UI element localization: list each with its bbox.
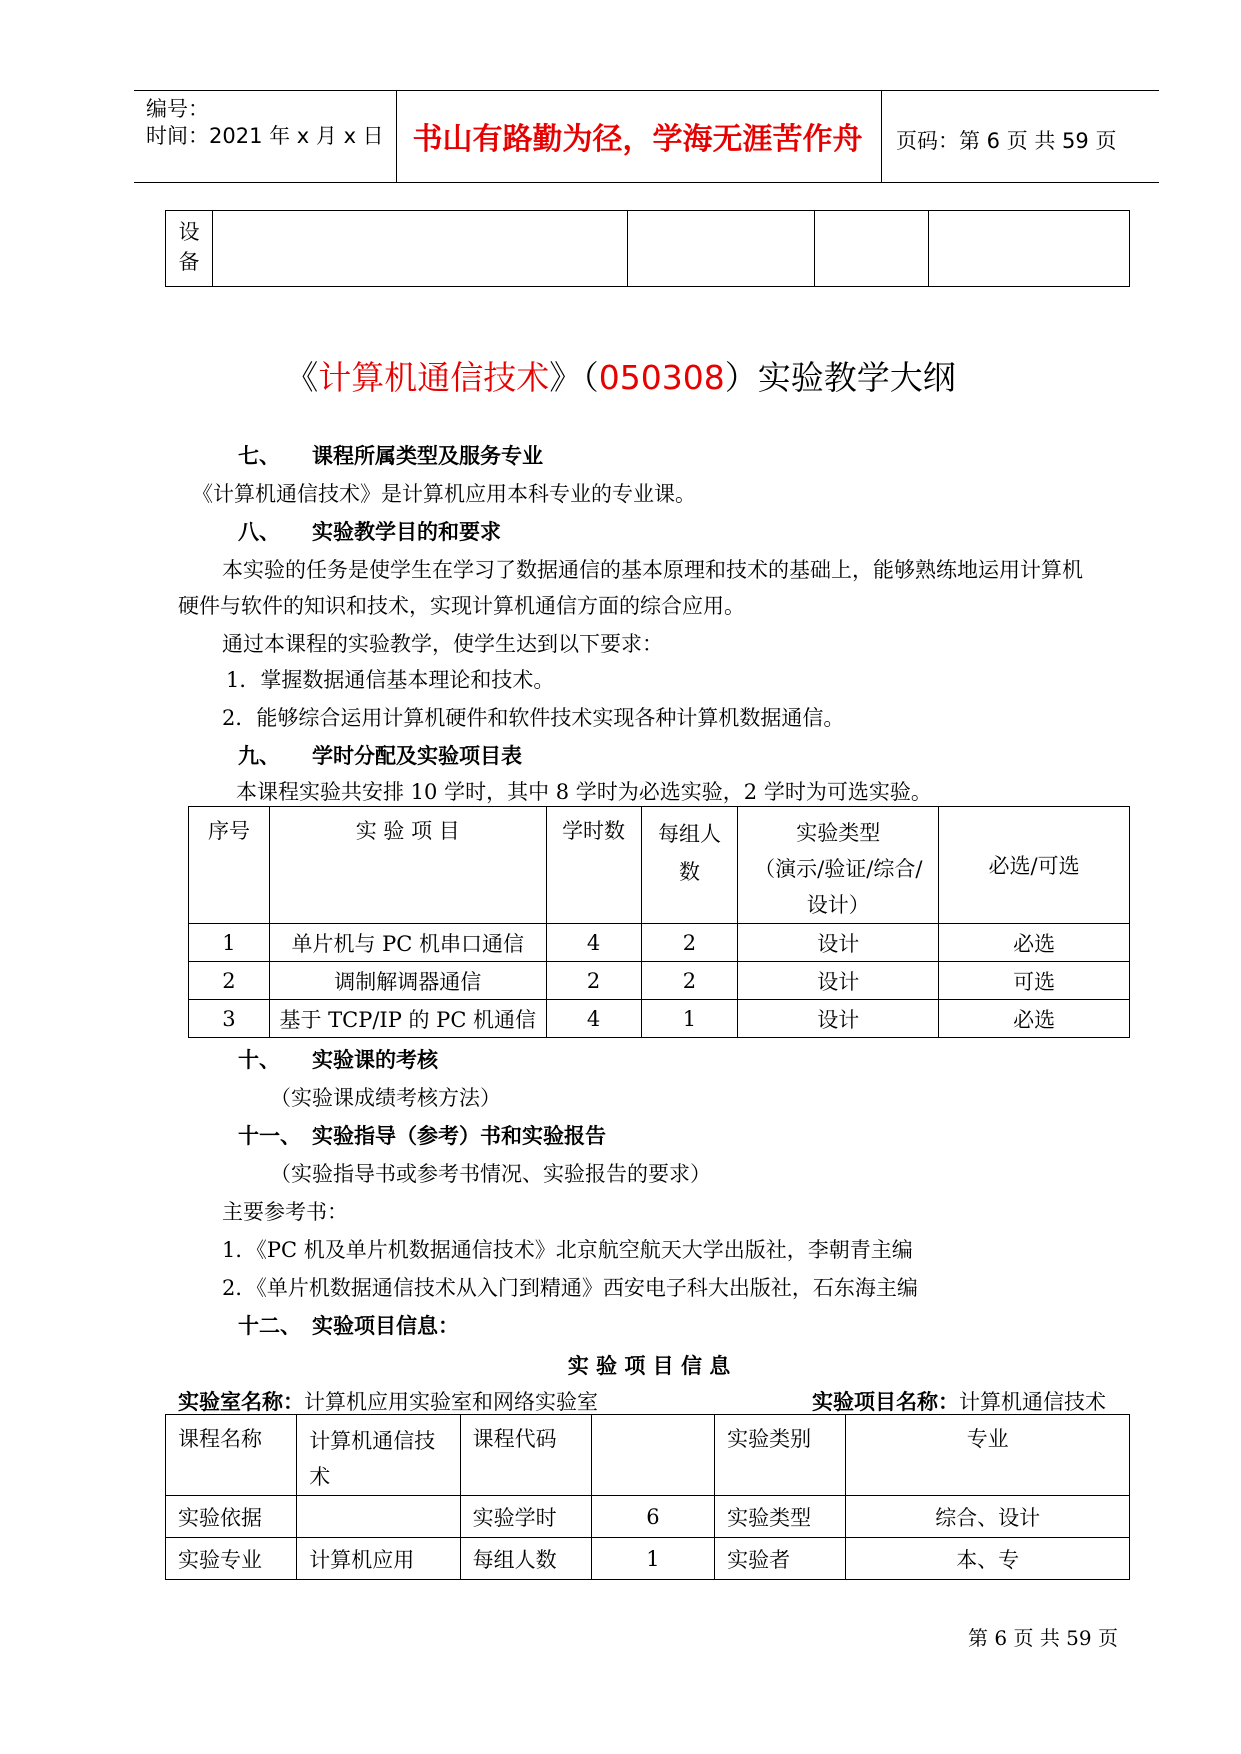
course-name-value-line-2: 术: [309, 1465, 331, 1489]
table-row: [189, 1000, 1130, 1038]
header-group: [641, 807, 738, 924]
title-course-name: 计算机通信技术: [318, 358, 550, 397]
section-number: 十一、: [238, 1124, 301, 1148]
section-9-text: 本课程实验共安排 10 学时，其中 8 学时为必选实验，2 学时为可选实验。: [236, 780, 932, 804]
equipment-cell: [213, 211, 628, 287]
project-name-line: [812, 1386, 1106, 1416]
equipment-label-cell: [166, 211, 213, 287]
section-number: 八、: [238, 520, 280, 544]
cell-item: 调制解调器通信: [269, 962, 546, 1000]
title-course-code: 050308: [598, 358, 725, 397]
cell-item: 基于 TCP/IP 的 PC 机通信: [269, 1000, 546, 1038]
type-value: 综合、设计: [846, 1496, 1130, 1538]
project-name-value: 计算机通信技术: [959, 1390, 1106, 1414]
reference-1: 1．《PC 机及单片机数据通信技术》北京航空航天大学出版社，李朝青主编: [222, 1238, 913, 1262]
section-title: 实验教学目的和要求: [312, 520, 501, 544]
cell-required: 必选: [939, 1000, 1130, 1038]
header-item: 实 验 项 目: [269, 807, 546, 924]
section-8-paragraph-1b: 硬件与软件的知识和技术，实现计算机通信方面的综合应用。: [178, 594, 745, 618]
cell-group: 2: [641, 962, 738, 1000]
lab-name-value: 计算机应用实验室和网络实验室: [304, 1390, 598, 1414]
equipment-cell: [929, 211, 1130, 287]
section-heading-12: [238, 1310, 459, 1340]
course-name-value: [297, 1415, 460, 1496]
header-divider-right: [881, 90, 882, 182]
info-heading: 实 验 项 目 信 息: [567, 1354, 731, 1378]
person-label: 实验者: [715, 1538, 846, 1580]
course-name-value-line-1: 计算机通信技: [309, 1429, 436, 1453]
lab-name-label: 实验室名称：: [178, 1390, 304, 1414]
lab-category-value: 专业: [846, 1415, 1130, 1496]
cell-hours: 4: [546, 924, 641, 962]
group-value: 1: [591, 1538, 714, 1580]
project-name-label: 实验项目名称：: [812, 1390, 959, 1414]
header-time: 时间：2021 年 x 月 x 日: [146, 124, 384, 148]
section-8-paragraph-2: 通过本课程的实验教学，使学生达到以下要求：: [222, 632, 663, 656]
section-heading-11: [238, 1120, 606, 1150]
project-table: [188, 806, 1130, 1038]
table-row: [166, 1496, 1130, 1538]
section-number: 十二、: [238, 1314, 301, 1338]
reference-2: 2．《单片机数据通信技术从入门到精通》西安电子科大出版社，石东海主编: [222, 1276, 918, 1300]
cell-group: 1: [641, 1000, 738, 1038]
section-8-paragraph-1a: 本实验的任务是使学生在学习了数据通信的基本原理和技术的基础上，能够熟练地运用计算机: [222, 558, 1083, 582]
section-heading-7: [238, 440, 543, 470]
major-label: 实验专业: [166, 1538, 297, 1580]
header-bottom-rule: [134, 182, 1159, 183]
hours-value: 6: [591, 1496, 714, 1538]
hours-label: 实验学时: [460, 1496, 591, 1538]
basis-value: [297, 1496, 460, 1538]
title-open-bracket: 《: [285, 358, 319, 397]
basis-label: 实验依据: [166, 1496, 297, 1538]
section-title: 课程所属类型及服务专业: [312, 444, 543, 468]
section-title: 实验项目信息：: [312, 1314, 459, 1338]
header-type: [738, 807, 939, 924]
section-heading-9: [238, 740, 522, 770]
header-type-line-3: 设计）: [806, 893, 870, 917]
course-code-value: [591, 1415, 714, 1496]
section-title: 学时分配及实验项目表: [312, 744, 522, 768]
table-row: [166, 1415, 1130, 1496]
header-page-number: 页码：第 6 页 共 59 页: [896, 129, 1117, 153]
table-row: [166, 1538, 1130, 1580]
equipment-label-2: 备: [178, 250, 200, 274]
table-row: [189, 962, 1130, 1000]
cell-seq: 1: [189, 924, 270, 962]
lab-category-label: 实验类别: [715, 1415, 846, 1496]
title-suffix: ）实验教学大纲: [724, 358, 956, 397]
equipment-cell: [815, 211, 929, 287]
cell-hours: 2: [546, 962, 641, 1000]
section-8-item-2: 2．能够综合运用计算机硬件和软件技术实现各种计算机数据通信。: [222, 706, 845, 730]
type-label: 实验类型: [715, 1496, 846, 1538]
section-heading-10: [238, 1044, 438, 1074]
person-value: 本、专: [846, 1538, 1130, 1580]
course-code-label: 课程代码: [460, 1415, 591, 1496]
title-close-bracket: 》（: [549, 358, 599, 397]
header-number: 编号：: [146, 97, 209, 121]
page-title: [0, 352, 1241, 399]
section-number: 七、: [238, 444, 280, 468]
major-value: 计算机应用: [297, 1538, 460, 1580]
cell-group: 2: [641, 924, 738, 962]
equipment-cell: [628, 211, 815, 287]
cell-required: 必选: [939, 924, 1130, 962]
header-top-rule: [134, 90, 1159, 91]
section-title: 实验课的考核: [312, 1048, 438, 1072]
section-title: 实验指导（参考）书和实验报告: [312, 1124, 606, 1148]
header-group-line-1: 每组人: [657, 822, 721, 846]
equipment-table: [165, 210, 1130, 287]
cell-hours: 4: [546, 1000, 641, 1038]
cell-seq: 3: [189, 1000, 270, 1038]
header-seq: 序号: [189, 807, 270, 924]
page-footer: 第 6 页 共 59 页: [968, 1626, 1118, 1650]
section-8-item-1: 1．掌握数据通信基本理论和技术。: [226, 668, 555, 692]
course-name-label: 课程名称: [166, 1415, 297, 1496]
section-11-text: （实验指导书或参考书情况、实验报告的要求）: [270, 1162, 711, 1186]
cell-required: 可选: [939, 962, 1130, 1000]
cell-type: 设计: [738, 962, 939, 1000]
cell-type: 设计: [738, 1000, 939, 1038]
equipment-label-1: 设: [178, 220, 200, 244]
cell-item: 单片机与 PC 机串口通信: [269, 924, 546, 962]
header-hours: 学时数: [546, 807, 641, 924]
header-type-line-1: 实验类型: [796, 821, 881, 845]
table-row: [189, 924, 1130, 962]
section-heading-8: [238, 516, 501, 546]
lab-name-line: [178, 1386, 598, 1416]
header-required: 必选/可选: [939, 807, 1130, 924]
cell-seq: 2: [189, 962, 270, 1000]
references-label: 主要参考书：: [222, 1200, 348, 1224]
section-number: 十、: [238, 1048, 280, 1072]
section-7-text: 《计算机通信技术》是计算机应用本科专业的专业课。: [192, 482, 696, 506]
table-header-row: [189, 807, 1130, 924]
info-table: [165, 1414, 1130, 1580]
header-group-line-2: 数: [678, 860, 700, 884]
cell-type: 设计: [738, 924, 939, 962]
section-10-text: （实验课成绩考核方法）: [270, 1086, 501, 1110]
section-number: 九、: [238, 744, 280, 768]
header-motto: 书山有路勤为径，学海无涯苦作舟: [412, 122, 863, 157]
header-type-line-2: （演示/验证/综合/: [754, 857, 923, 881]
group-label: 每组人数: [460, 1538, 591, 1580]
